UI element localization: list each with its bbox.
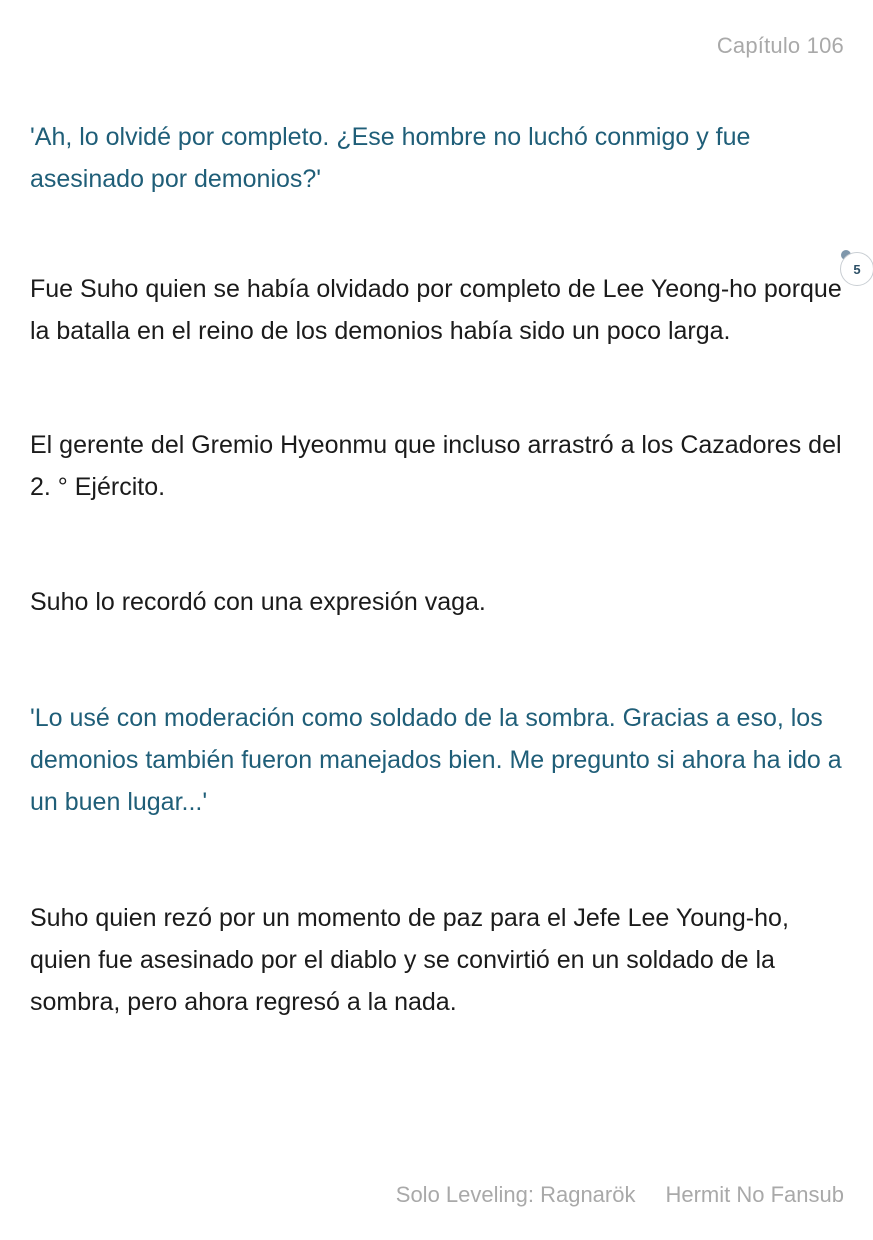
paragraph: Suho quien rezó por un momento de paz para el Jefe Lee Young-ho, quien fue asesinado por el diablo y se convirtió en un soldado de la sombra, pero ahora regresó a la nada. [30,904,789,1016]
page-footer [396,1182,844,1208]
comment-count-badge[interactable]: 5 [840,252,873,286]
paragraph-thought: 'Lo usé con moderación como soldado de la sombra. Gracias a eso, los demonios también fueron manejados bien. Me pregunto si ahora ha ido a un buen lugar...' [30,704,842,816]
book-title: Solo Leveling: Ragnarök [395,1182,636,1207]
reader-content [30,116,848,1023]
paragraph: Fue Suho quien se había olvidado por completo de Lee Yeong-ho porque la batalla en el reino de los demonios había sido un poco larga. [30,275,842,345]
paragraph: Suho lo recordó con una expresión vaga. [30,588,486,616]
paragraph-thought: 'Ah, lo olvidé por completo. ¿Ese hombre no luchó conmigo y fue asesinado por demonios?' [30,123,751,193]
paragraph: El gerente del Gremio Hyeonmu que incluso arrastró a los Cazadores del 2. ° Ejército. [30,431,842,501]
translator-credit: Hermit No Fansub [665,1182,844,1207]
chapter-title: Capítulo 106 [716,33,844,58]
